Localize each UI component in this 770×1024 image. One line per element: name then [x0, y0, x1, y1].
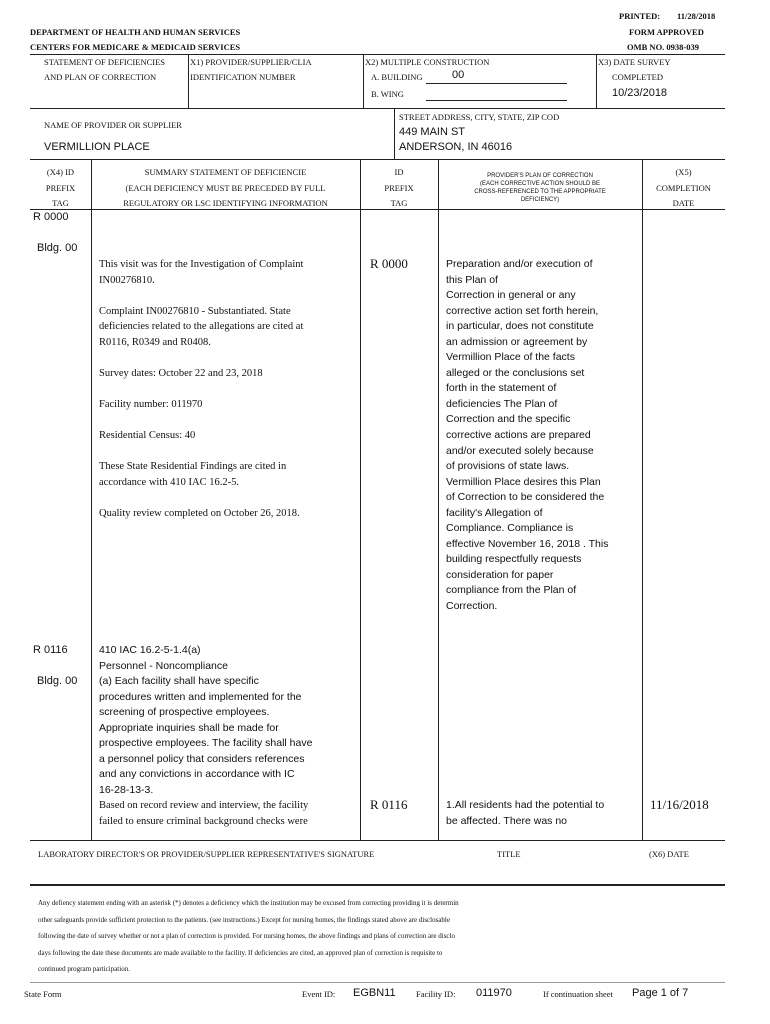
footnote: Any defiency statement ending with an asterisk (*) denotes a deficiency which the institution may be excused from correcting providing it is determin other safeguards provide sufficient protection to the patients. (see instructions.) Except for nursing homes, the findings stated above are disclosable following the date of survey whether or not a plan of correction is provided. For nursing homes, the above findings and plans of correction are disclo days following the date these documents are made available to the facility. If deficiencies are cited, an approved plan of correction is requisite to continued program participation. [38, 899, 459, 974]
column-divider [360, 160, 361, 840]
building-tag: Bldg. 00 [37, 675, 78, 687]
x4-header: (X4) ID PREFIX TAG [45, 167, 76, 208]
provider-name-label: NAME OF PROVIDER OR SUPPLIER [44, 120, 182, 130]
title-label: TITLE [497, 849, 521, 859]
street-address-line-2: ANDERSON, IN 46016 [399, 141, 513, 153]
column-divider [438, 160, 439, 840]
signature-row-bottom [30, 884, 725, 886]
provider-name-value: VERMILLION PLACE [44, 141, 150, 153]
summary-statement-1: This visit was for the Investigation of Complaint IN00276810. Complaint IN00276810 - Substantiated. State deficiencies related to the allegations are cited at R0116, R0349 and R0408. Survey dates: October 22 and 23, 2018 Facility number: 011970 Residential Census: 40 These State Residential Findings are cited in accordance with 410 IAC 16.2-5. Quality review completed on October 26, 2018. [99, 259, 304, 519]
building-underline [426, 83, 567, 84]
id-tag: R 0000 [370, 256, 408, 271]
summary-statement-2: 410 IAC 16.2-5-1.4(a) Personnel - Noncompliance (a) Each facility shall have specific procedures written and implemented for the screening of prospective employees. Appropriate inquiries shall be made for prospective employees. The facility shall have a personnel policy that considers references and any convictions in accordance with IC 16-28-13-3. Based on record review and interview, the facility failed to ensure criminal background checks were [99, 644, 313, 828]
provider-box-bottom [30, 159, 725, 160]
top-box-bottom [30, 108, 725, 109]
divider [596, 54, 597, 109]
plan-of-correction-1: Preparation and/or execution of this Plan of Correction in general or any corrective action set forth herein, in particular, does not constitute an admission or agreement by Vermillion Place of the facts alleged or the conclusions set forth in the statement of deficiencies The Plan of Correction and the specific corrective actions are prepared and/or executed solely because of provisions of state laws. Vermillion Place desires this Plan of Correction to be considered the facility's Allegation of Compliance. Compliance is effective November 16, 2018 . This building respectfully requests consideration for paper compliance from the Plan of Correction. [446, 258, 609, 613]
state-form-label: State Form [24, 989, 62, 999]
form-approved: FORM APPROVED [629, 27, 704, 37]
plan-header: PROVIDER'S PLAN OF CORRECTION (EACH CORRECTIVE ACTION SHOULD BE CROSS-REFERENCED TO THE APPROPRIATE DEFICIENCY) [474, 173, 606, 203]
statement-label-2: AND PLAN OF CORRECTION [44, 72, 157, 82]
building-label: A. BUILDING [371, 72, 423, 82]
provider-id-label: X1) PROVIDER/SUPPLIER/CLIA [190, 57, 312, 67]
survey-completed-label: COMPLETED [612, 72, 663, 82]
page-number: Page 1 of 7 [632, 987, 689, 999]
footnote-rule [30, 982, 725, 983]
facility-id-label: Facility ID: [416, 989, 456, 999]
agency-name: CENTERS FOR MEDICARE & MEDICAID SERVICES [30, 42, 241, 52]
building-tag: Bldg. 00 [37, 242, 78, 254]
column-divider [642, 160, 643, 840]
provider-id-label-2: IDENTIFICATION NUMBER [190, 72, 296, 82]
wing-label: B. WING [371, 89, 404, 99]
survey-date-label: X3) DATE SURVEY [598, 57, 671, 67]
summary-header: SUMMARY STATEMENT OF DEFICIENCIE (EACH DEFICIENCY MUST BE PRECEDED BY FULL REGULATORY OR LSC IDENTIFYING INFORMATION [123, 167, 328, 208]
street-address-label: STREET ADDRESS, CITY, STATE, ZIP COD [399, 112, 560, 122]
facility-id-value: 011970 [476, 987, 512, 999]
multiple-construction-label: X2) MULTIPLE CONSTRUCTION [365, 57, 490, 67]
x5-header: (X5) COMPLETION DATE [656, 167, 711, 208]
top-box-border [30, 54, 725, 55]
continuation-label: If continuation sheet [543, 989, 613, 999]
printed-date: 11/28/2018 [677, 11, 716, 21]
signature-label: LABORATORY DIRECTOR'S OR PROVIDER/SUPPLIER REPRESENTATIVE'S SIGNATURE [38, 849, 375, 859]
plan-of-correction-2: 1.All residents had the potential to be affected. There was no [446, 799, 605, 827]
divider [394, 108, 395, 160]
completion-date: 11/16/2018 [650, 797, 709, 812]
wing-underline [426, 100, 567, 101]
divider [363, 54, 364, 109]
event-id-label: Event ID: [302, 989, 336, 999]
tag-prefix: R 0116 [33, 644, 68, 656]
street-address-line-1: 449 MAIN ST [399, 126, 466, 138]
tag-prefix: R 0000 [33, 211, 69, 223]
omb-number: OMB NO. 0938-039 [627, 42, 700, 52]
department-name: DEPARTMENT OF HEALTH AND HUMAN SERVICES [30, 27, 241, 37]
building-value: 00 [452, 69, 465, 81]
id-tag: R 0116 [370, 797, 408, 812]
divider [188, 54, 189, 109]
id-header: ID PREFIX TAG [384, 167, 414, 208]
survey-date-value: 10/23/2018 [612, 87, 668, 99]
printed-label: PRINTED: [619, 11, 661, 21]
signature-date-label: (X6) DATE [649, 849, 689, 859]
statement-label: STATEMENT OF DEFICIENCIES [44, 57, 166, 67]
column-divider [91, 160, 92, 840]
body-bottom [30, 840, 725, 841]
event-id-value: EGBN11 [353, 987, 396, 999]
